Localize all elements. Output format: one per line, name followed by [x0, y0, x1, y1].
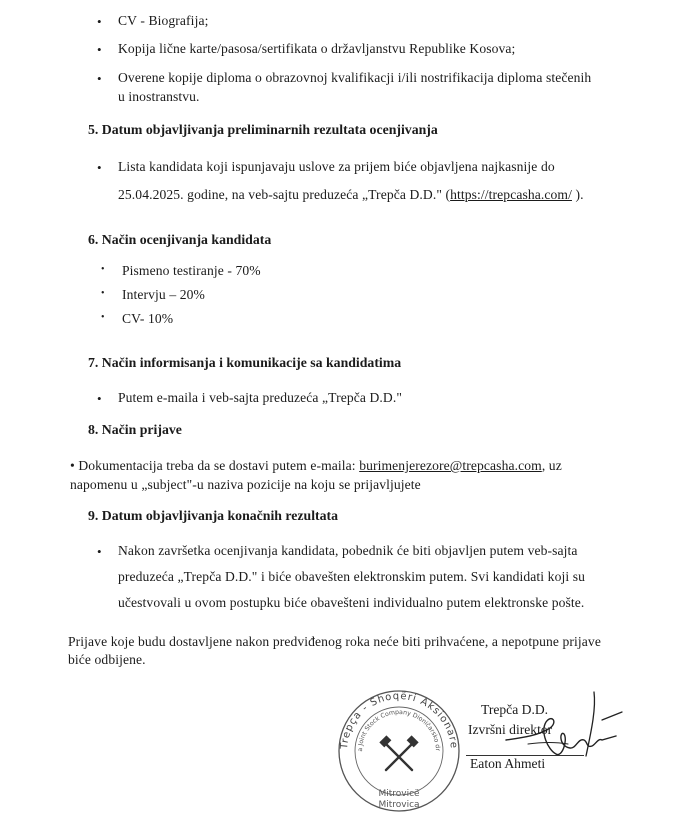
- closing-text-line1: Prijave koje budu dostavljene nakon predviđenog roka neće biti prihvaćene, a nepotpune prijave: [68, 634, 601, 649]
- company-stamp: [334, 686, 464, 816]
- section-9-text-line3: učestvovali u ovom postupku biće obavešteni individualno putem elektronske pošte.: [118, 595, 585, 610]
- email-link[interactable]: burimenjerezore@trepcasha.com: [359, 458, 542, 473]
- svg-text:Trepça - Shoqëri Aksionare: Trepça - Shoqëri Aksionare: [338, 690, 460, 750]
- doc-item-diploma: Overene kopije diploma o obrazovnoj kvalifikacji i/ili nostrifikacija diploma stečenih: [118, 70, 592, 85]
- list-bullet: •: [97, 391, 102, 406]
- criteria-interview: Intervju – 20%: [122, 287, 205, 302]
- closing-text-line2: biće odbijene.: [68, 652, 146, 667]
- section-5-heading: 5. Datum objavljivanja preliminarnih rezultata ocenjivanja: [88, 122, 438, 137]
- list-bullet: •: [97, 42, 102, 57]
- list-bullet: •: [101, 288, 105, 299]
- list-bullet: •: [97, 160, 102, 175]
- list-bullet: •: [97, 71, 102, 86]
- section-9-text-line2: preduzeća „Trepča D.D." i biće obavešten elektronskim putem. Svi kandidati koji su: [118, 569, 586, 584]
- section-8-text-line2: napomenu u „subject"-u naziva pozicije na koju se prijavljujete: [70, 477, 421, 492]
- handwritten-signature: [498, 678, 628, 773]
- section-9-heading: 9. Datum objavljivanja konačnih rezultata: [88, 508, 339, 523]
- doc-item-id: Kopija lične karte/pasosa/sertifikata o državljanstvu Republike Kosova;: [118, 41, 516, 56]
- section-8-heading: 8. Način prijave: [88, 422, 182, 437]
- section-6-heading: 6. Način ocenjivanja kandidata: [88, 232, 272, 247]
- section-9-text-line1: Nakon završetka ocenjivanja kandidata, pobednik će biti objavljen putem veb-sajta: [118, 543, 578, 558]
- signature-role: Izvršni direktor: [468, 722, 553, 737]
- criteria-cv: CV- 10%: [122, 311, 174, 326]
- list-bullet: •: [97, 544, 102, 559]
- list-bullet: •: [97, 14, 102, 29]
- list-bullet: •: [101, 312, 105, 323]
- criteria-written-test: Pismeno testiranje - 70%: [122, 263, 261, 278]
- list-bullet: •: [101, 264, 105, 275]
- doc-item-diploma-cont: u inostranstvu.: [118, 89, 200, 104]
- svg-text:Mitrovicë: Mitrovicë: [378, 789, 420, 799]
- signature-name: Eaton Ahmeti: [470, 756, 546, 771]
- signature-company: Trepča D.D.: [481, 702, 549, 717]
- svg-text:Mitrovica: Mitrovica: [378, 800, 420, 810]
- section-8-text-line1: • Dokumentacija treba da se dostavi putem e-maila: burimenjerezore@trepcasha.com, uz: [70, 458, 562, 473]
- section-7-heading: 7. Način informisanja i komunikacije sa kandidatima: [88, 355, 402, 370]
- section-7-text: Putem e-maila i veb-sajta preduzeća „Trepča D.D.": [118, 390, 402, 405]
- section-5-text-line1: Lista kandidata koji ispunjavaju uslove za prijem biće objavljena najkasnije do: [118, 159, 555, 174]
- section-5-text-line2: 25.04.2025. godine, na veb-sajtu preduzeća „Trepča D.D." (https://trepcasha.com/ ).: [118, 187, 584, 202]
- doc-item-cv: CV - Biografija;: [118, 13, 209, 28]
- svg-text:Trepča Joint Stock Company Dio: a Joint Stock Company Dioničarsko dr: [356, 708, 442, 752]
- website-link[interactable]: https://trepcasha.com/: [450, 187, 572, 202]
